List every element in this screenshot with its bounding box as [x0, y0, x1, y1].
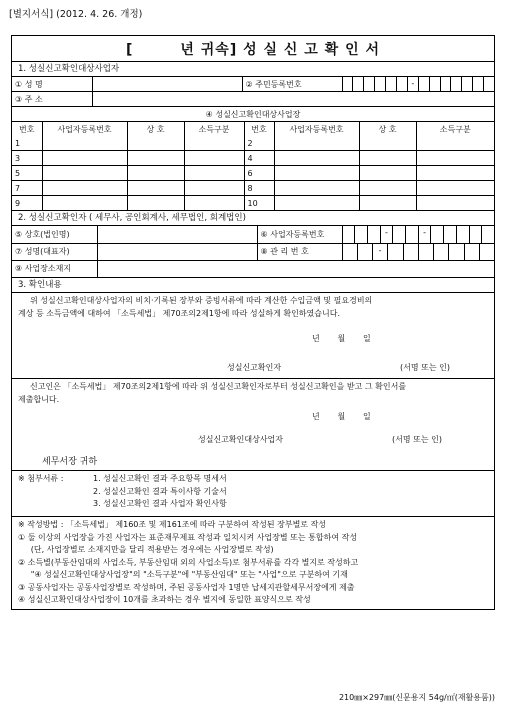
digit-dash: - [372, 244, 387, 260]
biz-row [12, 151, 494, 166]
digit-box[interactable] [472, 77, 483, 91]
attachment-item: 1. 성실신고확인 결과 주요항목 명세서 [93, 474, 227, 483]
biz-cell[interactable] [359, 166, 416, 181]
digit-box[interactable] [479, 244, 494, 260]
attachment-item: 3. 성실신고확인 결과 사업자 확인사항 [93, 499, 227, 508]
digit-box[interactable] [448, 244, 463, 260]
biz-col-header: 번호 [12, 122, 42, 137]
biz-row-number: 10 [244, 196, 274, 211]
writing-notes [12, 517, 494, 609]
biz-cell[interactable] [359, 136, 416, 151]
biz-cell[interactable] [184, 181, 244, 196]
biz-cell[interactable] [127, 151, 184, 166]
signer1-sign[interactable]: (서명 또는 인) [400, 363, 450, 372]
trade-field[interactable] [97, 226, 257, 243]
bizno-field[interactable] [342, 226, 494, 243]
biz-col-header: 소득구분 [416, 122, 494, 137]
section1-identity [12, 77, 494, 107]
biz-cell[interactable] [184, 196, 244, 211]
mgmt-label: ⑧ 관 리 번 호 [257, 243, 342, 260]
biz-row-number: 2 [244, 136, 274, 151]
filing-block [12, 379, 494, 471]
digit-dash: - [407, 77, 418, 91]
signer2-label: 성실신고확인대상사업자 [198, 435, 284, 444]
date1: 년 월 일 [312, 334, 371, 343]
digit-box[interactable] [418, 244, 433, 260]
biz-cell[interactable] [42, 181, 127, 196]
biz-cell[interactable] [184, 166, 244, 181]
digit-box[interactable] [343, 244, 357, 260]
note-item: "④ 성실신고확인대상사업장"의 "소득구분"에 "부동산임대" 또는 "사업"으로 구분하여 기재 [18, 570, 348, 579]
note-item: ③ 공동사업자는 공동사업장별로 작성하며, 주된 공동사업자 1명만 납세지관할세무서장에게 제출 [18, 582, 355, 592]
digit-box[interactable] [343, 226, 355, 243]
biz-cell[interactable] [127, 136, 184, 151]
digit-box[interactable] [418, 77, 429, 91]
notes-heading: ※ 작성방법 : 「소득세법」 제160조 및 제161조에 따라 구분하여 작성된 장부별로 작성 [18, 520, 327, 529]
biz-row-number: 5 [12, 166, 42, 181]
para1-line2: 계상 등 소득금액에 대하여 「소득세법」 제70조의2제1항에 따라 성실하게 확인하였습니다. [18, 308, 340, 318]
biz-cell[interactable] [416, 166, 494, 181]
biz-cell[interactable] [359, 196, 416, 211]
biz-cell[interactable] [42, 151, 127, 166]
digit-box[interactable] [464, 244, 479, 260]
digit-dash: - [380, 226, 393, 243]
confirmation-block [12, 293, 494, 379]
biz-cell[interactable] [127, 181, 184, 196]
digit-box[interactable] [354, 226, 367, 243]
biz-col-header: 소득구분 [184, 122, 244, 137]
biz-heading: ④ 성실신고확인대상사업장 [12, 107, 494, 122]
biz-row-number: 8 [244, 181, 274, 196]
digit-box[interactable] [483, 77, 494, 91]
digit-box[interactable] [363, 77, 374, 91]
rrn-label: ② 주민등록번호 [242, 77, 342, 92]
rep-label: ⑦ 성명(대표자) [12, 243, 97, 260]
digit-box[interactable] [403, 244, 418, 260]
note-item: (단, 사업장별로 소재지만을 달리 적용받는 경우에는 사업장별로 작성) [18, 545, 274, 554]
biz-cell[interactable] [416, 181, 494, 196]
digit-box[interactable] [430, 226, 443, 243]
biz-cell[interactable] [127, 166, 184, 181]
biz-row-number: 4 [244, 151, 274, 166]
rrn-field[interactable] [342, 77, 494, 92]
biz-cell[interactable] [42, 136, 127, 151]
attachment-item: 2. 성실신고확인 결과 특이사항 기술서 [93, 486, 227, 496]
mgmt-field[interactable] [342, 243, 494, 260]
office-field[interactable] [97, 260, 494, 277]
biz-cell[interactable] [416, 151, 494, 166]
biz-cell[interactable] [274, 166, 359, 181]
signer1-label: 성실신고확인자 [227, 363, 282, 372]
para2-line2: 제출합니다. [18, 394, 60, 404]
signer2-sign[interactable]: (서명 또는 인) [392, 435, 442, 444]
digit-box[interactable] [469, 226, 482, 243]
trade-label: ⑤ 상호(법인명) [12, 226, 97, 243]
digit-box[interactable] [396, 77, 407, 91]
biz-row-number: 1 [12, 136, 42, 151]
biz-col-header: 사업자등록번호 [274, 122, 359, 137]
biz-cell[interactable] [359, 181, 416, 196]
section2-heading: 2. 성실신고확인자 ( 세무사, 공인회계사, 세무법인, 회계법인) [12, 211, 494, 226]
biz-row [12, 196, 494, 211]
digit-box[interactable] [429, 77, 440, 91]
biz-row-number: 9 [12, 196, 42, 211]
biz-cell[interactable] [127, 196, 184, 211]
biz-cell[interactable] [416, 196, 494, 211]
digit-box[interactable] [440, 77, 451, 91]
paper-spec: 210㎜×297㎜(신문용지 54g/㎡(재활용품)) [338, 693, 495, 702]
biz-cell[interactable] [184, 136, 244, 151]
biz-cell[interactable] [416, 136, 494, 151]
biz-row [12, 166, 494, 181]
biz-col-header: 사업자등록번호 [42, 122, 127, 137]
biz-row-number: 7 [12, 181, 42, 196]
biz-cell[interactable] [274, 181, 359, 196]
section3-heading: 3. 확인내용 [12, 278, 494, 293]
address-field[interactable] [92, 92, 494, 107]
biz-table [12, 107, 494, 211]
digit-box[interactable] [450, 77, 461, 91]
biz-col-header: 상 호 [359, 122, 416, 137]
digit-box[interactable] [357, 244, 372, 260]
address-label: ③ 주 소 [12, 92, 92, 107]
para1-line1: 위 성실신고확인대상사업자의 비치·기록된 장부와 증빙서류에 따라 계산한 수입금액 및 필요경비의 [30, 296, 373, 305]
digit-box[interactable] [433, 244, 448, 260]
biz-cell[interactable] [42, 166, 127, 181]
biz-row-number: 6 [244, 166, 274, 181]
biz-row [12, 136, 494, 151]
biz-cell[interactable] [274, 151, 359, 166]
para2-line1: 신고인은 「소득세법」 제70조의2제1항에 따라 위 성실신고확인자로부터 성실신고확인을 받고 그 확인서를 [30, 382, 407, 391]
digit-box[interactable] [343, 77, 353, 91]
biz-col-header: 번호 [244, 122, 274, 137]
form-title: [ 년 귀속] 성 실 신 고 확 인 서 [12, 36, 494, 62]
digit-box[interactable] [385, 77, 396, 91]
recipient: 세무서장 귀하 [42, 457, 98, 467]
name-field[interactable] [92, 77, 242, 92]
digit-box[interactable] [387, 244, 402, 260]
biz-cell[interactable] [274, 136, 359, 151]
digit-dash: - [418, 226, 431, 243]
digit-box[interactable] [392, 226, 405, 243]
confirmation-form [11, 35, 495, 610]
biz-cell[interactable] [42, 196, 127, 211]
note-item: ② 소득별(부동산임대의 사업소득, 부동산임대 외의 사업소득)로 첨부서류를 각각 별지로 작성하고 [18, 557, 359, 567]
biz-col-header: 상 호 [127, 122, 184, 137]
biz-row-number: 3 [12, 151, 42, 166]
office-label: ⑨ 사업장소재지 [12, 260, 97, 277]
note-item: ① 둘 이상의 사업장을 가진 사업자는 표준재무제표 작성과 일치시켜 사업장별 또는 통합하여 작성 [18, 532, 358, 542]
biz-cell[interactable] [359, 151, 416, 166]
digit-box[interactable] [456, 226, 469, 243]
digit-box[interactable] [481, 226, 494, 243]
biz-row [12, 181, 494, 196]
form-header: [별지서식] (2012. 4. 26. 개정) [9, 9, 143, 20]
digit-box[interactable] [374, 77, 385, 91]
date2: 년 월 일 [312, 412, 371, 421]
digit-box[interactable] [367, 226, 380, 243]
attachments-label: ※ 첨부서류 : [18, 474, 64, 483]
section1-heading: 1. 성실신고확인대상사업자 [12, 62, 494, 77]
rep-field[interactable] [97, 243, 257, 260]
digit-box[interactable] [352, 77, 363, 91]
name-label: ① 성 명 [12, 77, 92, 92]
digit-box[interactable] [443, 226, 456, 243]
attachments [12, 471, 494, 517]
biz-cell[interactable] [274, 196, 359, 211]
digit-box[interactable] [461, 77, 472, 91]
note-item: ④ 성실신고확인대상사업장이 10개를 초과하는 경우 별지에 동일한 표양식으로 작성 [18, 595, 311, 604]
section2-table [12, 226, 494, 278]
biz-cell[interactable] [184, 151, 244, 166]
bizno-label: ⑥ 사업자등록번호 [257, 226, 342, 243]
digit-box[interactable] [405, 226, 418, 243]
